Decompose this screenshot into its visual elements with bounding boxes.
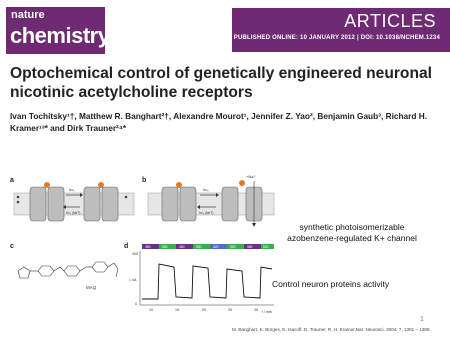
- panel-letter-c: c: [10, 243, 14, 250]
- b-light-label-2: hν₂ (kʙT): [199, 211, 214, 215]
- annotation-line-1: synthetic photoisomerizable: [299, 222, 405, 232]
- wl-label-1: 380: [145, 245, 151, 249]
- a-light-label-1: hν₁: [69, 187, 75, 192]
- xtick-1: 10: [149, 308, 153, 312]
- article-title: Optochemical control of genetically engineered neuronal nicotinic acetylcholine receptors: [10, 65, 432, 101]
- annotation-line-2: azobenzene-regulated K+ channel: [287, 233, 417, 243]
- ytick-top: 300: [132, 252, 138, 256]
- citation: M. Banghart, K. Borges, E. Isacoff, D. Trauner, R. H. Kramer,Nat. Neurosci. 2004, 7, 1381 – 1386.: [232, 327, 431, 332]
- logo-chemistry-text: chemistry: [10, 23, 110, 48]
- ion-label: +Na⁺: [246, 174, 256, 179]
- figure-1: [8, 173, 278, 321]
- wl-label-5: 420: [213, 245, 219, 249]
- panel-letter-b: b: [142, 177, 147, 184]
- published-line: PUBLISHED ONLINE: 10 JANUARY 2012 | DOI: 10.1038/NCHEM.1234: [233, 35, 440, 41]
- trace-ylabel: I, nA: [129, 278, 137, 282]
- a-light-label-2: hν₂ (kʙT): [66, 211, 81, 215]
- wl-label-2: 500: [162, 245, 168, 249]
- wl-label-8: 500: [263, 245, 269, 249]
- b-light-label-1: hν₁: [203, 187, 209, 192]
- figure-graphics: [8, 173, 278, 321]
- panel-letter-d: d: [124, 243, 129, 250]
- journal-header: [0, 0, 450, 60]
- panel-c-structure: [18, 262, 118, 278]
- wl-label-4: 500: [196, 245, 202, 249]
- compound-label: MAQ: [86, 285, 97, 290]
- ytick-bottom: 0: [135, 302, 137, 306]
- section-band: [232, 8, 450, 52]
- wl-label-7: 380: [247, 245, 253, 249]
- section-label: ARTICLES: [344, 11, 436, 31]
- page-number: 1: [420, 316, 424, 323]
- xtick-4: 25: [228, 308, 232, 312]
- panel-d-trace: [129, 244, 274, 314]
- xtick-2: 15: [175, 308, 179, 312]
- panel-letter-a: a: [10, 177, 14, 184]
- logo-nature-text: nature: [11, 9, 45, 21]
- trace-xlabel: t / min: [262, 310, 272, 314]
- annotation-control: Control neuron proteins activity: [272, 279, 390, 289]
- wl-label-3: 380: [179, 245, 185, 249]
- panel-a-diagram: [14, 182, 134, 221]
- article-authors: Ivan Tochitsky¹†, Matthew R. Banghart²†, Alexandre Mourot¹, Jennifer Z. Yao², Benjamin Gaub³, Richard H. Kramer¹³* and Dirk Trauner²⁴*: [10, 111, 428, 133]
- xtick-3: 20: [202, 308, 206, 312]
- journal-logo: [6, 7, 110, 54]
- xtick-5: 30: [254, 308, 258, 312]
- panel-b-diagram: [148, 174, 274, 227]
- annotation-channel: [272, 222, 432, 244]
- wl-label-6: 500: [230, 245, 236, 249]
